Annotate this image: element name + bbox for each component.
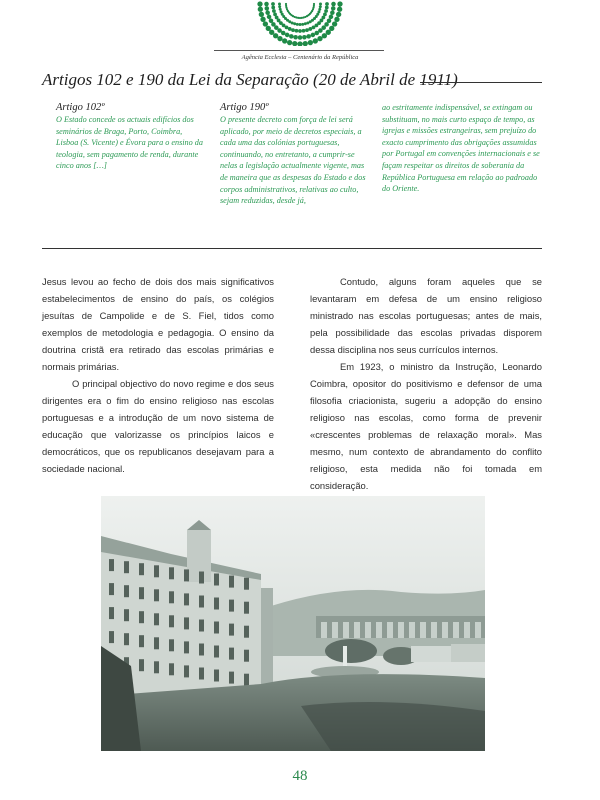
article-102-text: O Estado concede os actuais edifícios dos seminários de Braga, Porto, Coimbra, Lisboa (S. Vicente) e Évora para o ensino da teologia, sem pagamento de renda, durante cinco anos […] [56,115,203,171]
body-paragraph: Jesus levou ao fecho de dois dos mais significativos estabelecimentos de ensino do país, os colégios jesuítas de Campolide e de S. Fiel, tidos como exemplos de metodologia e pedagogia. O ensino da doutrina cristã era retirado das escolas primárias e normais primárias. [42,276,274,372]
body-column-right [310,273,542,494]
article-102-column [56,102,206,172]
article-190-continued-text: ao estritamente indispensável, se extingam ou substituam, no mais curto espaço de tempo, as igrejas e missões estrangeiras, sem prejuízo do exacto cumprimento das obrigações assumidas por Portugal em convenções internacionais e se façam respeitar os direitos de soberania da República Portuguesa em relação ao padroado do Oriente. [382,103,540,194]
article-190-heading: Artigo 190º [220,102,269,113]
body-paragraph: O principal objectivo do novo regime e dos seus dirigentes era o fim do ensino religioso nas escolas portuguesas e a introdução de um novo sistema de educação que valorizasse os princípios laicos e democráticos, que os republicanos desejavam para a sociedade nacional. [42,378,274,474]
title-rule [420,82,542,83]
header-caption: Agência Ecclesia – Centenário da República [241,54,359,61]
agencia-ecclesia-logo-icon [248,0,352,46]
article-190-continued-column [382,102,542,195]
articles-rule [42,248,542,249]
article-190-text: O presente decreto com força de lei será aplicado, por meio de decretos especiais, a cada uma das colónias portuguesas, continuando, no entretanto, a cumprir-se nelas a legislação actualmente vigente, mas de maneira que as despesas do Estado e dos corpos administrativos, relativas ao culto, sejam reduzidas, desde já, [220,115,366,206]
section-title: Artigos 102 e 190 da Lei da Separação (20 de Abril de 1911) [42,70,458,89]
historical-photograph [101,496,485,751]
body-column-left [42,273,274,477]
article-190-column [220,102,372,207]
article-102-heading: Artigo 102º [56,102,105,113]
header-rule [214,50,384,51]
body-paragraph: Em 1923, o ministro da Instrução, Leonardo Coimbra, opositor do positivismo e defensor de uma filosofia criacionista, sugeriu a adopção do ensino religioso nas escolas, como forma de prevenir «crescentes problemas de relaxação moral». Mas mesmo, num contexto de abrandamento do conflito religioso, esta medida não foi tomada em consideração. [310,361,542,491]
body-paragraph: Contudo, alguns foram aqueles que se levantaram em defesa de um ensino religioso ministrado nas escolas portuguesas; antes de mais, pela possibilidade das escolas privadas disporem dessa disciplina nos seus currículos internos. [310,276,542,355]
page-number: 48 [292,768,308,784]
